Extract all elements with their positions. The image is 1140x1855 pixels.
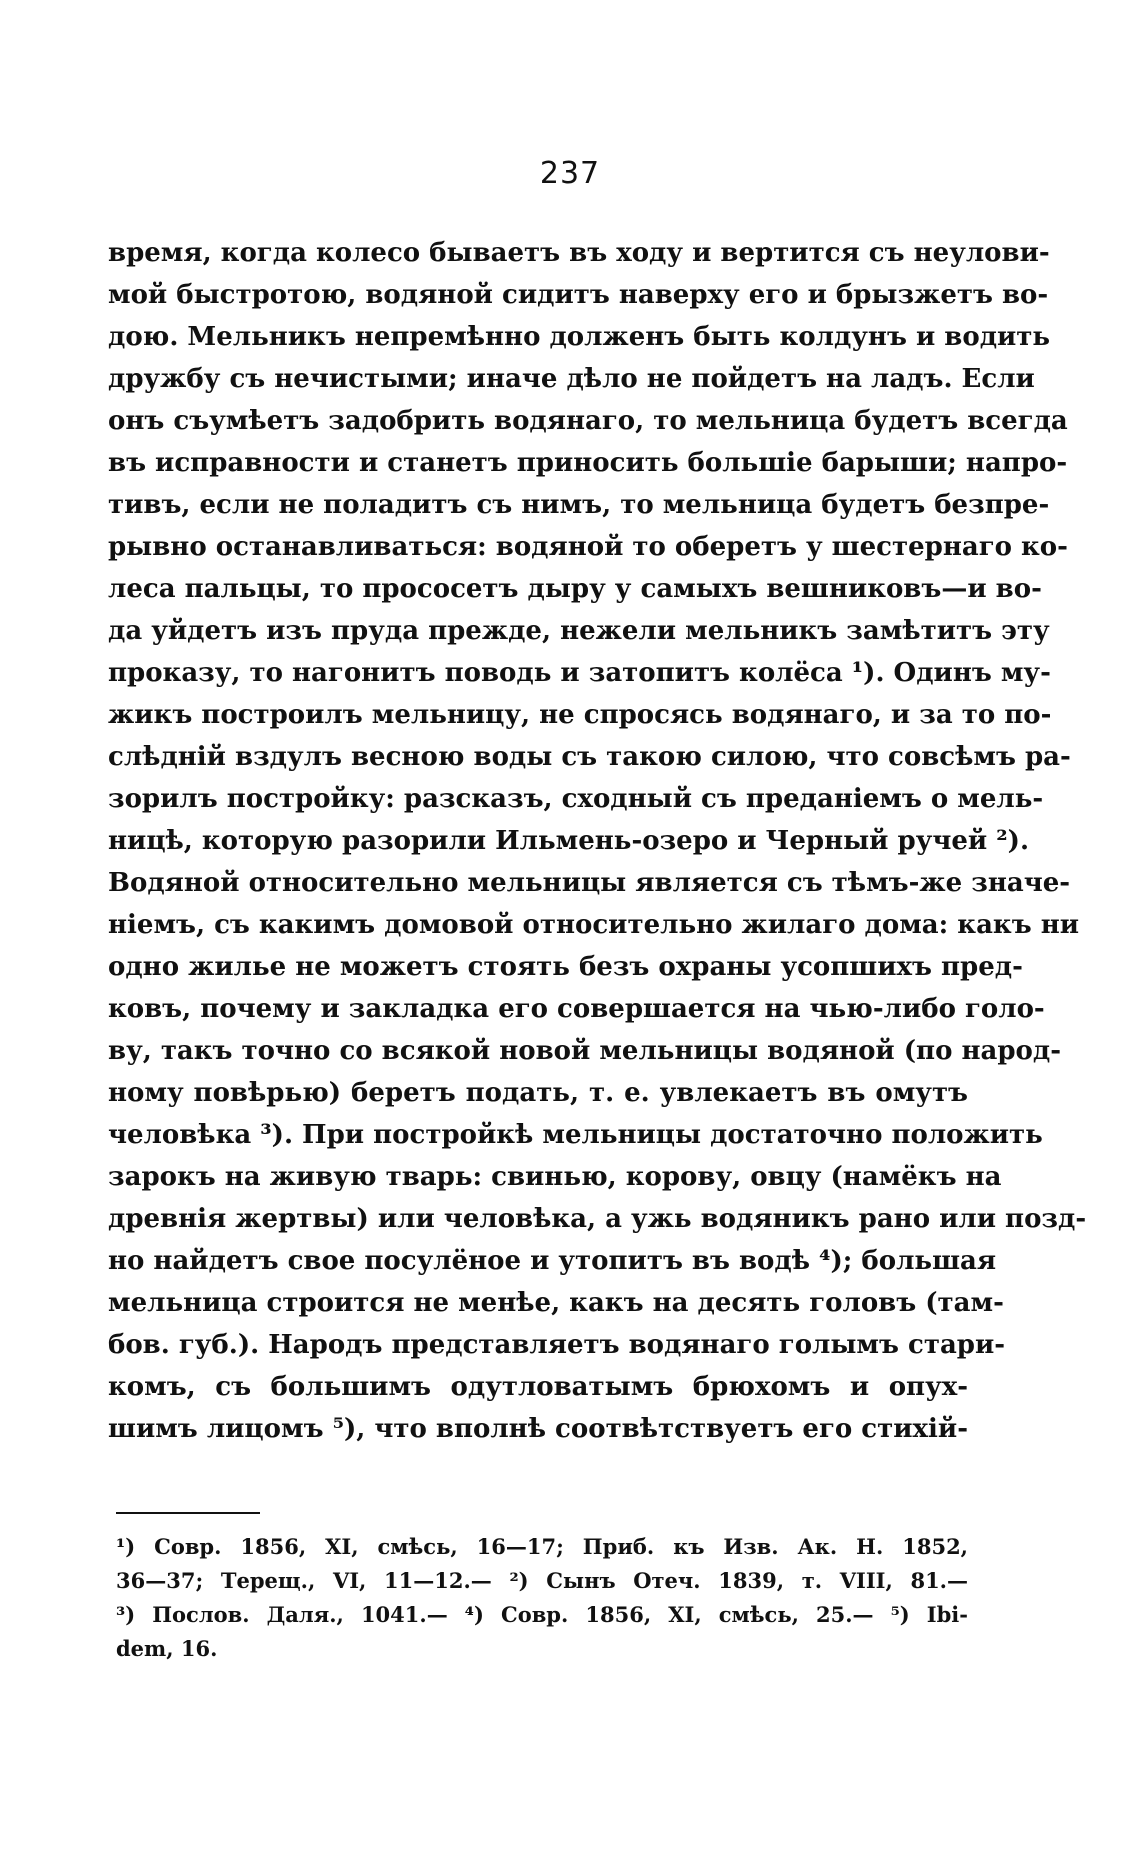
- text-line: жикъ построилъ мельницу, не спросясь водянаго, и за то по-: [108, 700, 1052, 730]
- text-line: одно жилье не можетъ стоять безъ охраны усопшихъ пред-: [108, 952, 1023, 982]
- text-line: бов. губ.). Народъ представляетъ водянаго голымъ стари-: [108, 1330, 1006, 1360]
- text-line: онъ съумѣетъ задобрить водянаго, то мельница будетъ всегда: [108, 406, 1068, 436]
- text-line: шимъ лицомъ ⁵), что вполнѣ соотвѣтствуетъ его стихій-: [108, 1414, 968, 1444]
- text-line: проказу, то нагонитъ поводь и затопитъ колёса ¹). Одинъ му-: [108, 658, 1051, 688]
- text-line: ніемъ, съ какимъ домовой относительно жилаго дома: какъ ни: [108, 910, 1080, 940]
- footnote-line: 36—37; Терещ., VI, 11—12.— ²) Сынъ Отеч. 1839, т. VIII, 81.—: [116, 1568, 968, 1593]
- text-line: человѣка ³). При постройкѣ мельницы достаточно положить: [108, 1120, 1043, 1150]
- text-line: ву, такъ точно со всякой новой мельницы водяной (по народ-: [108, 1036, 1061, 1066]
- text-line: дружбу съ нечистыми; иначе дѣло не пойдетъ на ладъ. Если: [108, 364, 1035, 394]
- text-line: мельница строится не менѣе, какъ на десять головъ (там-: [108, 1288, 1004, 1318]
- text-line: Водяной относительно мельницы является съ тѣмъ-же значе-: [108, 868, 1071, 898]
- text-line: мой быстротою, водяной сидитъ наверху его и брызжетъ во-: [108, 280, 1049, 310]
- text-line: комъ, съ большимъ одутловатымъ брюхомъ и опух-: [108, 1372, 968, 1402]
- text-line: въ исправности и станетъ приносить большіе барыши; напро-: [108, 448, 1068, 478]
- text-line: время, когда колесо бываетъ въ ходу и вертится съ неулови-: [108, 238, 1050, 268]
- text-line: дою. Мельникъ непремѣнно долженъ быть колдунъ и водить: [108, 322, 1051, 352]
- text-line: да уйдетъ изъ пруда прежде, нежели мельникъ замѣтитъ эту: [108, 616, 1050, 646]
- text-line: слѣдній вздулъ весною воды съ такою силою, что совсѣмъ ра-: [108, 742, 1071, 772]
- text-line: леса пальцы, то прососетъ дыру у самыхъ вешниковъ—и во-: [108, 574, 1042, 604]
- text-line: тивъ, если не поладитъ съ нимъ, то мельница будетъ безпре-: [108, 490, 1050, 520]
- text-line: ницѣ, которую разорили Ильмень-озеро и Черный ручей ²).: [108, 826, 1029, 856]
- text-line: рывно останавливаться: водяной то оберетъ у шестернаго ко-: [108, 532, 1068, 562]
- footnote-line: ³) Послов. Даля., 1041.— ⁴) Совр. 1856, XI, смѣсь, 25.— ⁵) Ibi-: [116, 1602, 968, 1627]
- text-line: ковъ, почему и закладка его совершается на чью-либо голо-: [108, 994, 1045, 1024]
- text-line: ному повѣрью) беретъ подать, т. е. увлекаетъ въ омутъ: [108, 1078, 968, 1108]
- footnote-divider: [116, 1512, 260, 1514]
- footnotes: [116, 1530, 968, 1666]
- footnote-line: dem, 16.: [116, 1636, 218, 1661]
- text-line: но найдетъ свое посулёное и утопитъ въ водѣ ⁴); большая: [108, 1246, 997, 1276]
- text-line: зарокъ на живую тварь: свинью, корову, овцу (намёкъ на: [108, 1162, 1002, 1192]
- text-line: зорилъ постройку: разсказъ, сходный съ преданіемъ о мель-: [108, 784, 1044, 814]
- page-number: 237: [539, 156, 601, 191]
- text-line: древнія жертвы) или человѣка, а ужь водяникъ рано или позд-: [108, 1204, 1087, 1234]
- footnote-line: ¹) Совр. 1856, XI, смѣсь, 16—17; Приб. къ Изв. Ак. Н. 1852,: [116, 1534, 968, 1559]
- main-text: [108, 232, 1087, 1450]
